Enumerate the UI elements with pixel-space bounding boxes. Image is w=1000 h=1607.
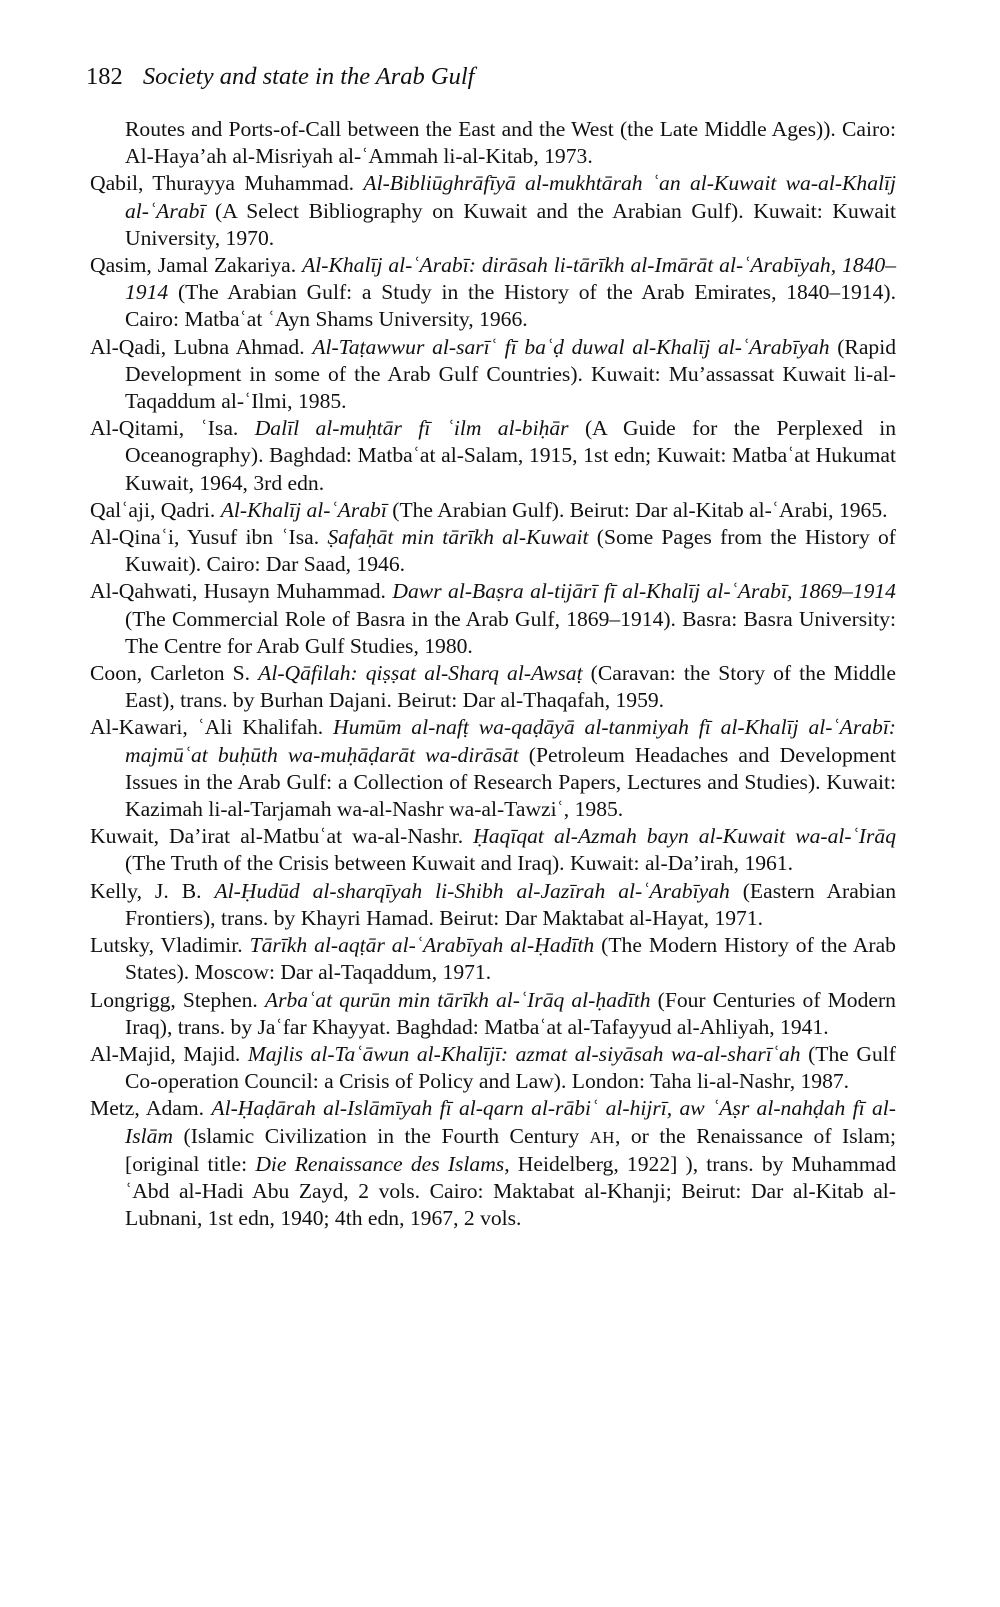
bibliography-entry	[90, 497, 896, 524]
bibliography-entry	[90, 1095, 896, 1232]
entry-text: (The Arabian Gulf: a Study in the History of the Arab Emirates, 1840–1914). Cairo: Matbaʿat ʿAyn Shams University, 1966.	[125, 280, 896, 332]
entry-text: (Four Centuries of Modern Iraq), trans. by Jaʿfar Khayyat. Baghdad: Matbaʿat al-Tafayyud al-Ahliyah, 1941.	[125, 987, 896, 1039]
entry-title: Al-Taṭawwur al-sarīʿ fī baʿḍ duwal al-Khalīj al-ʿArabīyah	[312, 334, 830, 359]
entry-text: Lutsky, Vladimir.	[90, 933, 250, 958]
entry-text: Al-Kawari, ʿAli Khalifah.	[90, 715, 334, 740]
entry-text: (Petroleum Headaches and Development Issues in the Arab Gulf: a Collection of Research Papers, Lectures and Studies). Kuwait: Kazimah li-al-Tarjamah wa-al-Nashr wa-al-Tawziʿ, 1985.	[125, 742, 896, 822]
entry-text: Coon, Carleton S.	[90, 661, 259, 686]
bibliography-entry	[90, 334, 896, 416]
running-head	[86, 62, 475, 92]
entry-text: (Rapid Development in some of the Arab Gulf Countries). Kuwait: Mu’assassat Kuwait li-al-Taqaddum al-ʿIlmi, 1985.	[125, 334, 897, 414]
bibliography-entry	[90, 578, 896, 660]
entry-text: (Caravan: the Story of the Middle East), trans. by Burhan Dajani. Beirut: Dar al-Thaqafah, 1959.	[125, 661, 896, 713]
entry-text: Al-Qadi, Lubna Ahmad.	[90, 334, 313, 359]
entry-text: AH	[589, 1127, 615, 1147]
bibliography-entry	[90, 252, 896, 334]
entry-title: Humūm al-nafṭ wa-qaḍāyā al-tanmiyah fī al-Khalīj al-ʿArabī: majmūʿat buḥūth wa-muḥāḍarāt wa-dirāsāt	[125, 715, 897, 767]
entry-text: Kuwait, Da’irat al-Matbuʿat wa-al-Nashr.	[90, 824, 474, 849]
running-head-title: Society and state in the Arab Gulf	[142, 63, 475, 90]
bibliography-entry	[90, 170, 896, 252]
entry-text: (The Gulf Co-operation Council: a Crisis of Policy and Law). London: Taha li-al-Nashr, 1987.	[125, 1041, 896, 1094]
entry-text: (The Modern History of the Arab States). Moscow: Dar al-Taqaddum, 1971.	[125, 933, 896, 985]
entry-text: Al-Qitami, ʿIsa.	[90, 416, 255, 441]
entry-title: Al-Ḥudūd al-sharqīyah li-Shibh al-Jazīrah al-ʿArabīyah	[214, 878, 730, 903]
bibliography-entry	[90, 714, 896, 823]
entry-title: Al-Ḥaḍārah al-Islāmīyah fī al-qarn al-rābiʿ al-hijrī, aw ʿAṣr al-nahḍah fī al-Islām	[125, 1096, 896, 1148]
entry-text: (Some Pages from the History of Kuwait). Cairo: Dar Saad, 1946.	[125, 525, 896, 577]
bibliography-entry-continued	[90, 116, 896, 170]
bibliography-entry	[90, 524, 896, 578]
bibliography-list	[90, 116, 896, 1232]
entry-text: , or the Renaissance of Islam; [original title:	[125, 1123, 896, 1176]
entry-text: (The Arabian Gulf). Beirut: Dar al-Kitab al-ʿArabi, 1965.	[386, 497, 888, 522]
entry-text: Qasim, Jamal Zakariya.	[90, 253, 303, 278]
page-number: 182	[86, 63, 123, 90]
entry-title: Al-Bibliūghrāfīyā al-mukhtārah ʿan al-Kuwait wa-al-Khalīj al-ʿArabī	[125, 171, 897, 223]
entry-text: (A Guide for the Perplexed in Oceanography). Baghdad: Matbaʿat al-Salam, 1915, 1st edn; Kuwait: Matbaʿat Hukumat Kuwait, 1964, 3rd edn.	[125, 416, 896, 495]
entry-text: Al-Qahwati, Husayn Muhammad.	[90, 579, 393, 604]
entry-text: Qabil, Thurayya Muhammad.	[90, 171, 364, 196]
entry-title: Dawr al-Baṣra al-tijārī fī al-Khalīj al-ʿArabī, 1869–1914	[392, 579, 896, 604]
entry-title: Die Renaissance des Islams	[255, 1151, 505, 1176]
entry-title: Arbaʿat qurūn min tārīkh al-ʿIrāq al-ḥadīth	[264, 987, 651, 1012]
bibliography-entry	[90, 878, 896, 932]
entry-text: , Heidelberg, 1922] ), trans. by Muhammad ʿAbd al-Hadi Abu Zayd, 2 vols. Cairo: Maktabat al-Khanji; Beirut: Dar al-Kitab al-Lubnani, 1st edn, 1940; 4th edn, 1967, 2 vols.	[125, 1151, 896, 1231]
entry-text: (The Commercial Role of Basra in the Arab Gulf, 1869–1914). Basra: Basra University: The Centre for Arab Gulf Studies, 1980.	[125, 606, 896, 658]
entry-text: (Islamic Civilization in the Fourth Century	[173, 1123, 590, 1148]
entry-text: Metz, Adam.	[90, 1096, 212, 1121]
entry-title: Dalīl al-muḥtār fī ʿilm al-biḥār	[254, 416, 569, 441]
entry-title: Tārīkh al-aqṭār al-ʿArabīyah al-Ḥadīth	[249, 933, 595, 958]
entry-text: Longrigg, Stephen.	[90, 987, 265, 1012]
entry-title: Al-Khalīj al-ʿArabī: dirāsah li-tārīkh al-Imārāt al-ʿArabīyah, 1840–1914	[125, 253, 897, 305]
entry-title: Ḥaqīqat al-Azmah bayn al-Kuwait wa-al-ʿIrāq	[473, 824, 896, 849]
bibliography-entry	[90, 987, 896, 1041]
entry-text: Al-Qinaʿi, Yusuf ibn ʿIsa.	[90, 525, 328, 550]
entry-title: Ṣafaḥāt min tārīkh al-Kuwait	[327, 525, 589, 550]
entry-text: (The Truth of the Crisis between Kuwait and Iraq). Kuwait: al-Da’irah, 1961.	[125, 851, 794, 876]
bibliography-entry	[90, 823, 896, 877]
entry-title: Al-Qāfilah: qiṣṣat al-Sharq al-Awsaṭ	[258, 661, 583, 686]
entry-text: (A Select Bibliography on Kuwait and the Arabian Gulf). Kuwait: Kuwait University, 1970.	[125, 198, 896, 250]
entry-title: Al-Khalīj al-ʿArabī	[220, 497, 387, 522]
bibliography-entry	[90, 415, 896, 497]
bibliography-entry	[90, 660, 896, 714]
bibliography-entry	[90, 1041, 896, 1095]
entry-text: Al-Majid, Majid.	[90, 1041, 248, 1066]
entry-text: Routes and Ports-of-Call between the East and the West (the Late Middle Ages)). Cairo: Al-Haya’ah al-Misriyah al-ʿAmmah li-al-Kitab, 1973.	[125, 117, 896, 169]
bibliography-entry	[90, 932, 896, 986]
entry-text: (Eastern Arabian Frontiers), trans. by Khayri Hamad. Beirut: Dar Maktabat al-Hayat, 1971.	[125, 878, 896, 930]
entry-title: Majlis al-Taʿāwun al-Khalījī: azmat al-siyāsah wa-al-sharīʿah	[247, 1041, 801, 1066]
entry-text: Kelly, J. B.	[90, 878, 215, 903]
entry-text: Qalʿaji, Qadri.	[90, 497, 221, 522]
